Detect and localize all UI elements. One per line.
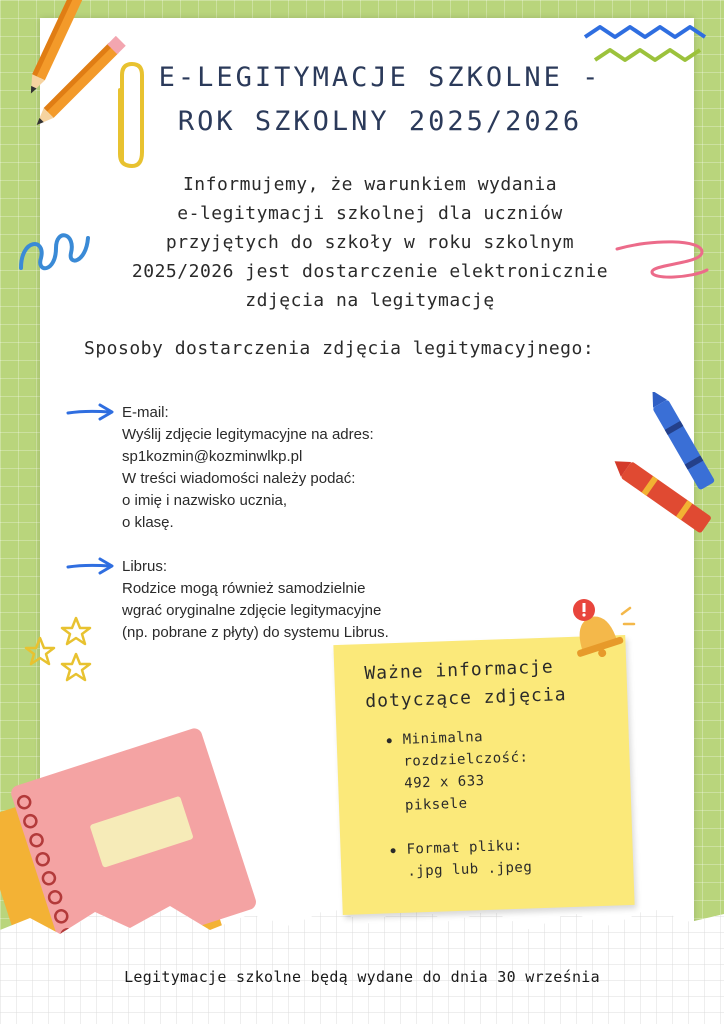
intro-line: Informujemy, że warunkiem wydania xyxy=(182,174,558,195)
method-text: o klasę. xyxy=(122,514,174,531)
arrow-right-icon xyxy=(66,402,116,422)
note-list xyxy=(384,722,610,906)
title-line: ROK SZKOLNY 2025/2026 xyxy=(177,106,583,137)
method-text: (np. pobrane z płyty) do systemu Librus. xyxy=(122,624,389,641)
important-info-note xyxy=(333,635,634,915)
note-title-line: Ważne informacje xyxy=(364,656,555,685)
intro-paragraph xyxy=(60,170,680,315)
note-text: .jpg lub .jpeg xyxy=(407,859,533,880)
method-text: W treści wiadomości należy podać: xyxy=(122,470,356,487)
intro-line: zdjęcia na legitymację xyxy=(245,290,495,311)
method-text: Wyślij zdjęcie legitymacyjne na adres: xyxy=(122,426,374,443)
email-address[interactable]: sp1kozmin@kozminwlkp.pl xyxy=(122,448,303,465)
footer-note: Legitymacje szkolne będą wydane do dnia 30 września xyxy=(124,968,600,986)
note-text: Minimalna xyxy=(402,729,484,748)
email-method xyxy=(122,402,502,534)
intro-line: przyjętych do szkoły w roku szkolnym xyxy=(165,232,575,253)
note-text: piksele xyxy=(404,795,468,814)
intro-line: 2025/2026 jest dostarczenie elektronicznie xyxy=(131,261,609,282)
star-icon xyxy=(24,616,104,686)
librus-method xyxy=(122,556,502,644)
note-title xyxy=(364,651,616,716)
note-text: 492 x 633 xyxy=(403,772,485,792)
torn-paper-footer xyxy=(0,900,724,1024)
page-title xyxy=(120,56,640,144)
bell-icon xyxy=(556,596,640,660)
list-item xyxy=(388,832,609,884)
list-item xyxy=(384,722,607,818)
arrow-right-icon xyxy=(66,556,116,576)
method-label: E-mail: xyxy=(122,404,169,421)
methods-heading: Sposoby dostarczenia zdjęcia legitymacyjnego: xyxy=(84,338,595,359)
intro-line: e-legitymacji szkolnej dla uczniów xyxy=(177,203,563,224)
note-text: Format pliku: xyxy=(406,837,523,858)
method-label: Librus: xyxy=(122,558,168,575)
method-text: wgrać oryginalne zdjęcie legitymacyjne xyxy=(122,602,382,619)
title-line: E-LEGITYMACJE SZKOLNE - xyxy=(158,62,602,93)
crayon-icon xyxy=(612,448,722,548)
method-text: Rodzice mogą również samodzielnie xyxy=(122,580,366,597)
note-text: rozdzielczość: xyxy=(403,749,529,770)
note-title-line: dotyczące zdjęcia xyxy=(364,684,567,713)
method-text: o imię i nazwisko ucznia, xyxy=(122,492,288,509)
